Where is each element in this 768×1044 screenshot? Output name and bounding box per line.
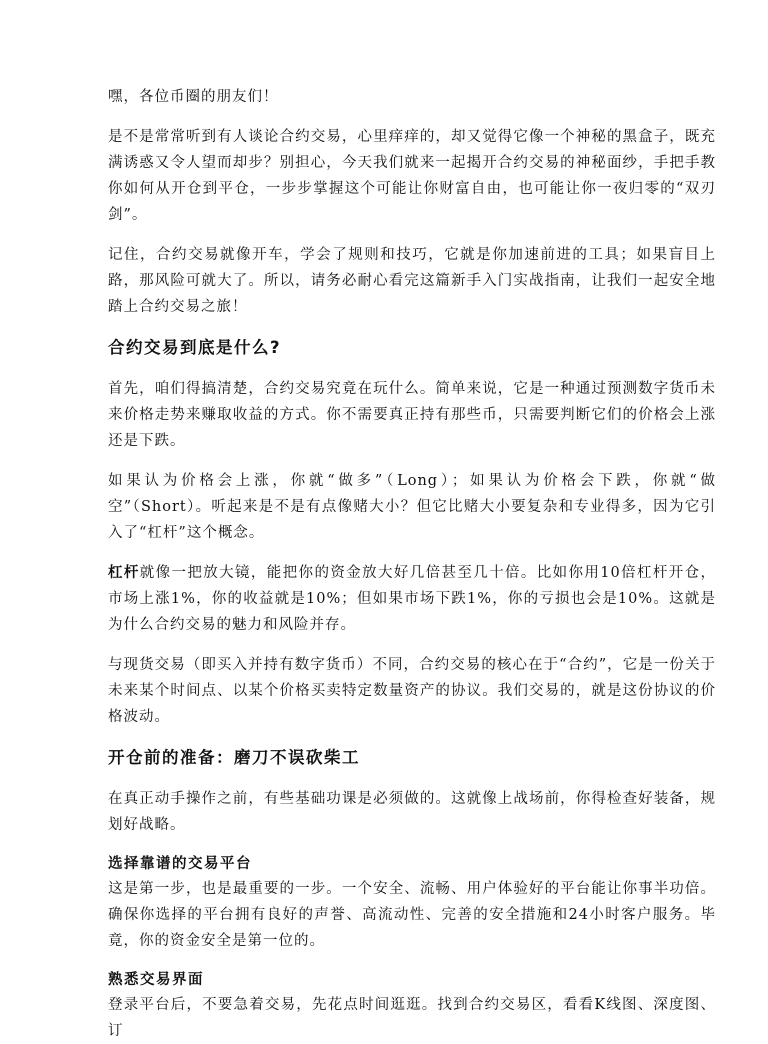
what-paragraph-2: 如果认为价格会上涨，你就“做多”（Long）；如果认为价格会下跌，你就“做空”（Short）。听起来是不是有点像赌大小？但它比赌大小要复杂和专业得多，因为它引入了“杠杆”这个概念。 [108, 473, 716, 541]
heading-familiar-interface: 熟悉交易界面 [108, 972, 204, 988]
what-paragraph-4: 与现货交易（即买入并持有数字货币）不同，合约交易的核心在于“合约”，它是一份关于未来某个时间点、以某个价格买卖特定数量资产的协议。我们交易的，就是这份协议的价格波动。 [108, 657, 716, 725]
leverage-term: 杠杆 [108, 565, 140, 581]
heading-preparation: 开仓前的准备：磨刀不误砍柴工 [108, 748, 360, 767]
prep-paragraph-1: 在真正动手操作之前，有些基础功课是必须做的。这就像上战场前，你得检查好装备，规划好战略。 [108, 791, 716, 833]
platform-paragraph: 这是第一步，也是最重要的一步。一个安全、流畅、用户体验好的平台能让你事半功倍。确保你选择的平台拥有良好的声誉、高流动性、完善的安全措施和24小时客户服务。毕竟，你的资金安全是第一位的。 [108, 881, 716, 949]
heading-choose-platform: 选择靠谱的交易平台 [108, 856, 252, 872]
what-paragraph-3 [108, 560, 716, 638]
intro-paragraph-1: 是不是常常听到有人谈论合约交易，心里痒痒的，却又觉得它像一个神秘的黑盒子，既充满诱惑又令人望而却步？别担心，今天我们就来一起揭开合约交易的神秘面纱，手把手教你如何从开仓到平仓，一步步掌握这个可能让你财富自由，也可能让你一夜归零的“双刃剑”。 [108, 129, 716, 223]
interface-paragraph: 登录平台后，不要急着交易，先花点时间逛逛。找到合约交易区，看看K线图、深度图、订 [108, 997, 716, 1039]
heading-what-is-contract: 合约交易到底是什么? [108, 338, 282, 357]
intro-paragraph-2: 记住，合约交易就像开车，学会了规则和技巧，它就是你加速前进的工具；如果盲目上路，那风险可就大了。所以，请务必耐心看完这篇新手入门实战指南，让我们一起安全地踏上合约交易之旅！ [108, 247, 716, 315]
greeting: 嘿，各位币圈的朋友们！ [108, 89, 279, 105]
what-paragraph-1: 首先，咱们得搞清楚，合约交易究竟在玩什么。简单来说，它是一种通过预测数字货币未来价格走势来赚取收益的方式。你不需要真正持有那些币，只需要判断它们的价格会上涨还是下跌。 [108, 381, 716, 449]
document-body [108, 84, 716, 1044]
leverage-explanation: 就像一把放大镜，能把你的资金放大好几倍甚至几十倍。比如你用10倍杠杆开仓，市场上涨1%，你的收益就是10%；但如果市场下跌1%，你的亏损也会是10%。这就是为什么合约交易的魅力和风险并存。 [108, 565, 717, 633]
